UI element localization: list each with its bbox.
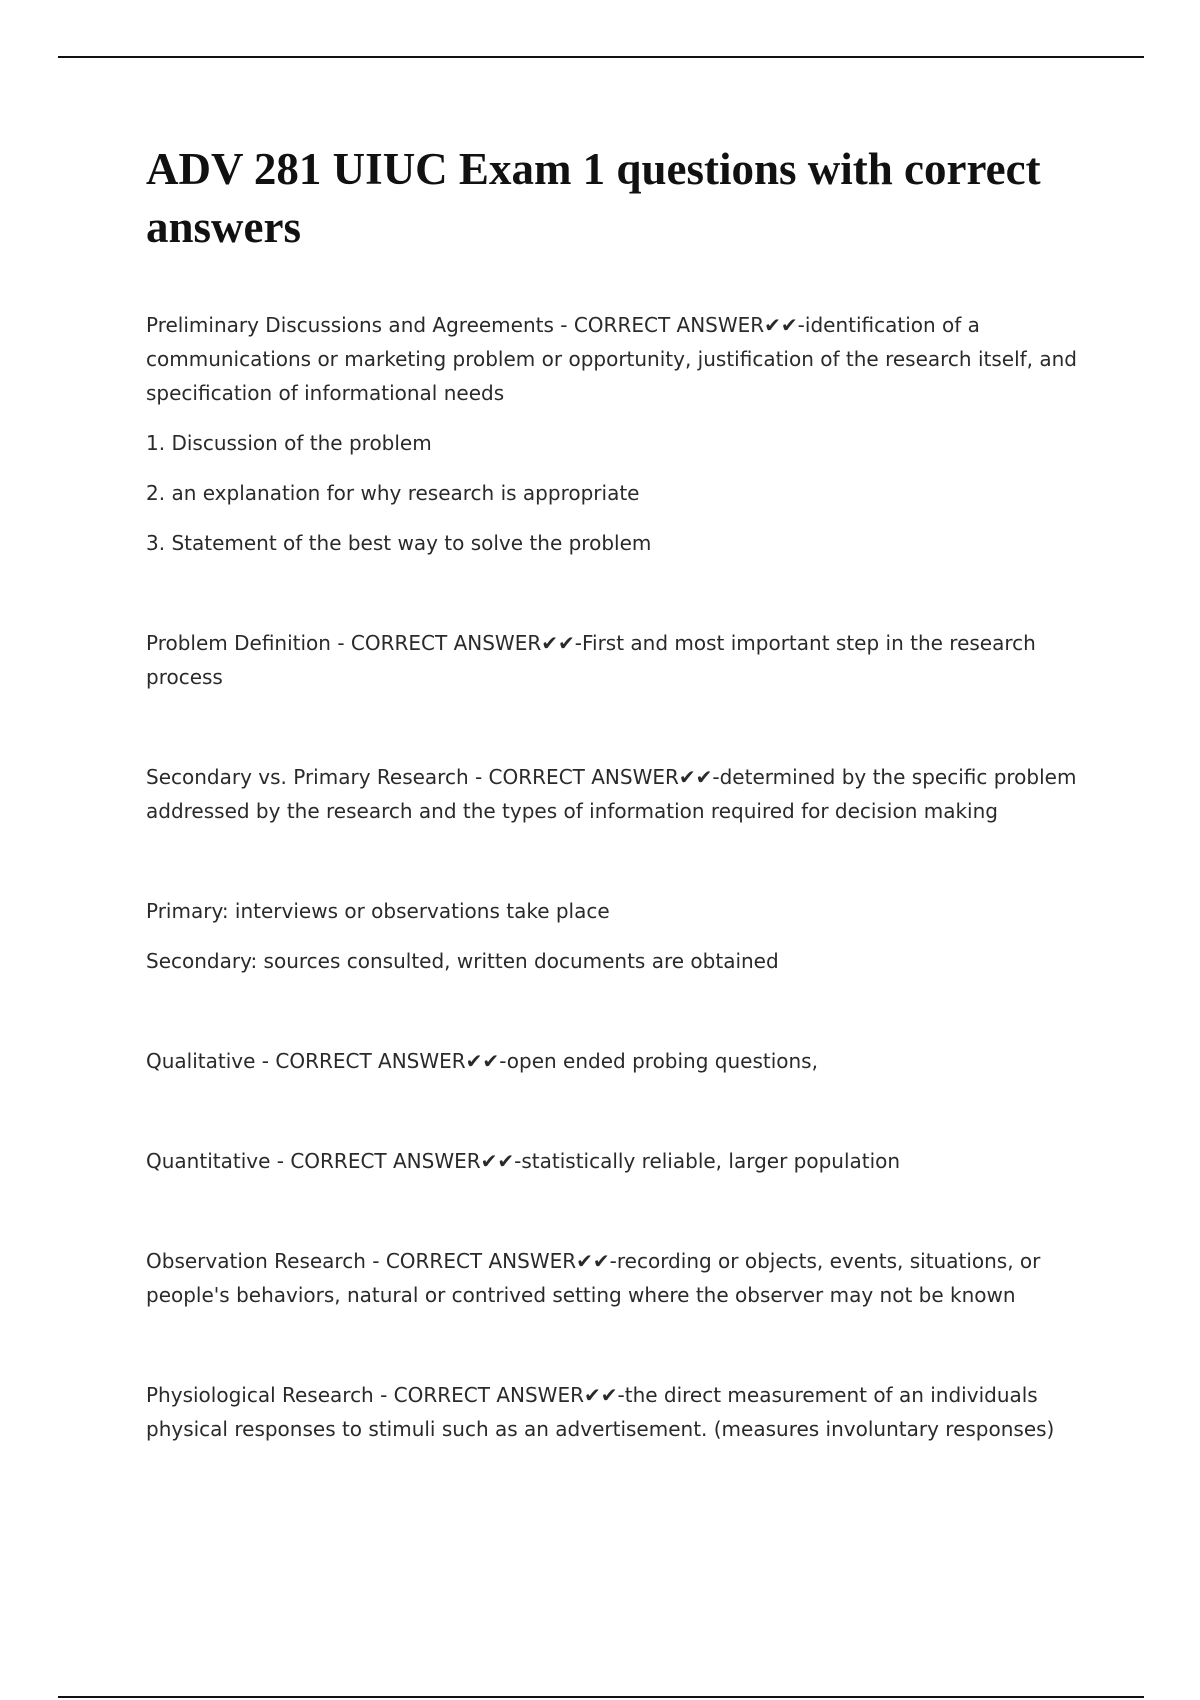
entry-preliminary-discussions: Preliminary Discussions and Agreements - CORRECT ANSWER✔✔-identification of a communications or marketing problem or opportunity, justification of the research itself, and specification of informational needs	[146, 313, 1078, 405]
list-item: 2. an explanation for why research is appropriate	[146, 481, 640, 505]
entry-qualitative: Qualitative - CORRECT ANSWER✔✔-open ended probing questions,	[146, 1049, 818, 1073]
document-body	[146, 140, 1086, 1446]
bottom-rule	[58, 1696, 1144, 1698]
entry-quantitative: Quantitative - CORRECT ANSWER✔✔-statistically reliable, larger population	[146, 1149, 901, 1173]
entry-secondary-note: Secondary: sources consulted, written documents are obtained	[146, 949, 779, 973]
document-title: ADV 281 UIUC Exam 1 questions with correct answers	[146, 144, 1041, 252]
entry-problem-definition: Problem Definition - CORRECT ANSWER✔✔-First and most important step in the research process	[146, 631, 1036, 689]
top-rule	[58, 56, 1144, 58]
entry-secondary-vs-primary: Secondary vs. Primary Research - CORRECT ANSWER✔✔-determined by the specific problem addressed by the research and the types of information required for decision making	[146, 765, 1077, 823]
entry-observation-research: Observation Research - CORRECT ANSWER✔✔-recording or objects, events, situations, or people's behaviors, natural or contrived setting where the observer may not be known	[146, 1249, 1041, 1307]
entry-physiological-research: Physiological Research - CORRECT ANSWER✔✔-the direct measurement of an individuals physical responses to stimuli such as an advertisement. (measures involuntary responses)	[146, 1383, 1055, 1441]
list-item: 1. Discussion of the problem	[146, 431, 432, 455]
entry-primary-note: Primary: interviews or observations take place	[146, 899, 610, 923]
list-item: 3. Statement of the best way to solve the problem	[146, 531, 652, 555]
